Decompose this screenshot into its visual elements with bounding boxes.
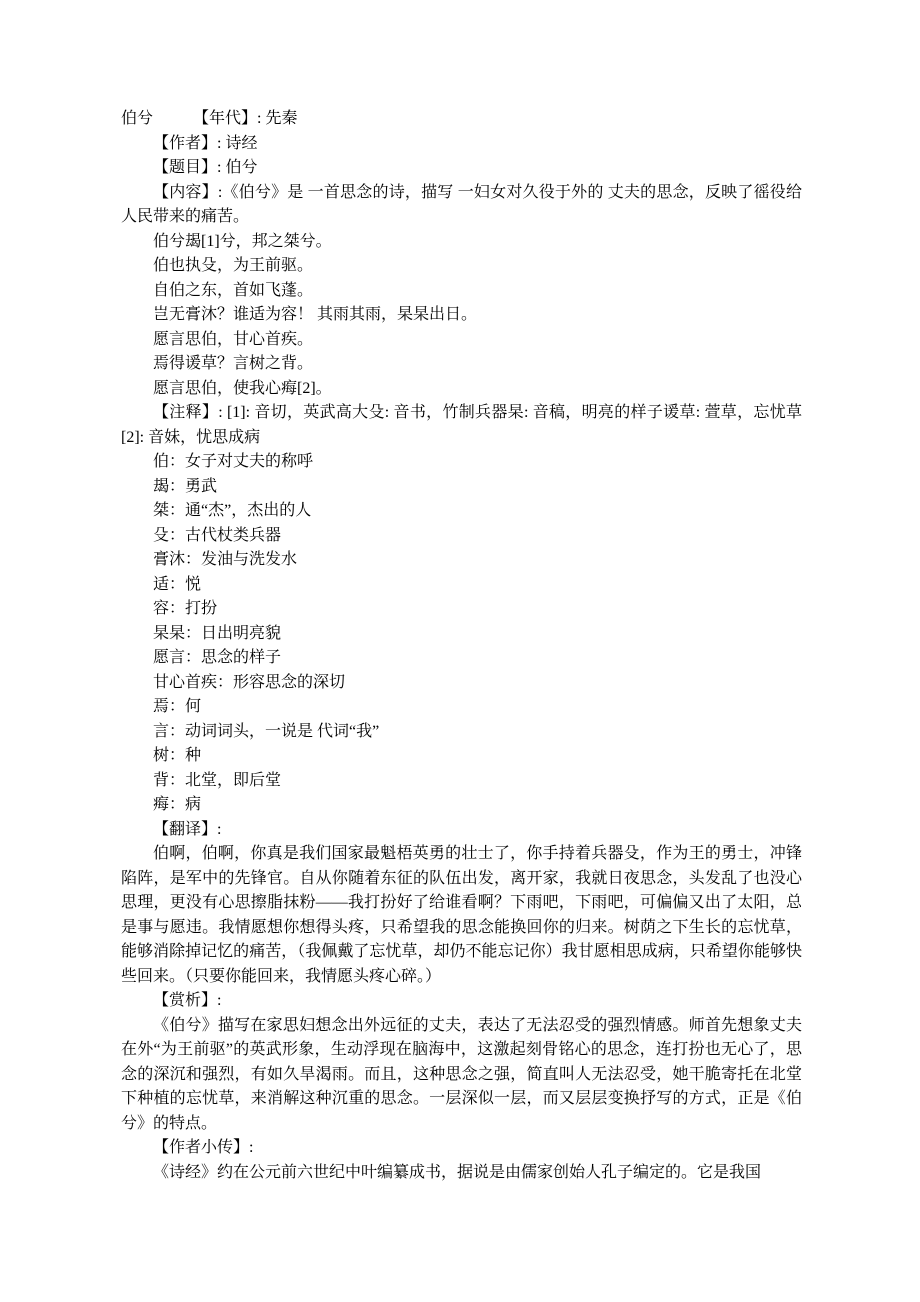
annotation-line: 痗：病 xyxy=(153,796,202,813)
annotation-line: 杲杲：日出明亮貌 xyxy=(153,624,282,642)
annotation-line: 桀：通“杰”，杰出的人 xyxy=(153,502,312,519)
poem-line: 愿言思伯，使我心痗[2]。 xyxy=(153,379,332,397)
author-line: 【作者】: 诗经 xyxy=(153,134,258,152)
annotation-line: 愿言：思念的样子 xyxy=(153,649,282,666)
analysis-heading: 【赏析】: xyxy=(153,992,222,1009)
notes-line: 【注释】: [1]: 音切，英武高大殳: 音书，竹制兵器杲: 音稿，明亮的样子谖草: 萱草，忘忧草 [2]: 音妹，忧思成病 xyxy=(121,404,802,446)
annotation-line: 伯：女子对丈夫的称呼 xyxy=(153,453,314,470)
annotation-line: 适：悦 xyxy=(153,575,202,593)
translation-heading: 【翻译】: xyxy=(153,820,222,838)
annotation-line: 焉：何 xyxy=(153,698,202,715)
poem-title-era-line: 伯兮 【年代】: 先秦 xyxy=(121,110,298,127)
annotation-line: 殳：古代杖类兵器 xyxy=(153,526,282,544)
author-bio-heading: 【作者小传】: xyxy=(153,1139,254,1156)
annotation-line: 甘心首疾：形容思念的深切 xyxy=(153,673,346,691)
poem-line: 愿言思伯，甘心首疾。 xyxy=(153,330,314,348)
translation-body: 伯啊，伯啊，你真是我们国家最魁梧英勇的壮士了，你手持着兵器殳，作为王的勇士，冲锋陷阵，是军中的先锋官。自从你随着东征的队伍出发，离开家，我就日夜思念，头发乱了也没心思理，更没有心思擦脂抹粉——我打扮好了给谁看啊？下雨吧，下雨吧，可偏偏又出了太阳，总是事与愿违。我情愿想你想得头疼，只希望我的思念能换回你的归来。树荫之下生长的忘忧草，能够消除掉记忆的痛苦，（我佩戴了忘忧草，却仍不能忘记你）我甘愿相思成病，只希望你能够快些回来。（只要你能回来，我情愿头疼心碎。） xyxy=(121,845,802,985)
content-intro: 【内容】:《伯兮》是 一首思念的诗，描写 一妇女对久役于外的 丈夫的思念，反映了徭役给人民带来的痛苦。 xyxy=(121,183,802,225)
poem-line: 自伯之东，首如飞蓬。 xyxy=(153,281,314,299)
title-line: 【题目】: 伯兮 xyxy=(153,159,258,176)
poem-line: 伯兮朅[1]兮，邦之桀兮。 xyxy=(153,232,332,250)
annotation-line: 背：北堂，即后堂 xyxy=(153,771,282,789)
annotation-line: 树：种 xyxy=(153,747,202,764)
annotation-line: 言：动词词头，一说是 代词“我” xyxy=(153,722,380,740)
annotation-line: 朅：勇武 xyxy=(153,477,218,495)
annotation-line: 容：打扮 xyxy=(153,600,218,617)
analysis-body: 《伯兮》描写在家思妇想念出外远征的丈夫，表达了无法忍受的强烈情感。师首先想象丈夫在外“为王前驱”的英武形象，生动浮现在脑海中，这激起刻骨铭心的思念，连打扮也无心了，思念的深沉和强烈，有如久旱渴雨。而且，这种思念之强，简直叫人无法忍受，她干脆寄托在北堂下种植的忘忧草，来消解这种沉重的思念。一层深似一层，而又层层变换抒写的方式，正是《伯兮》的特点。 xyxy=(121,1016,802,1132)
author-bio-body: 《诗经》约在公元前六世纪中叶编纂成书，据说是由儒家创始人孔子编定的。它是我国 xyxy=(153,1163,762,1181)
poem-line: 伯也执殳，为王前驱。 xyxy=(153,257,314,274)
annotation-line: 膏沐：发油与洗发水 xyxy=(153,551,298,568)
poem-line: 岂无膏沐？谁适为容！ 其雨其雨，杲杲出日。 xyxy=(153,306,478,323)
poem-line: 焉得谖草？言树之背。 xyxy=(153,355,314,372)
